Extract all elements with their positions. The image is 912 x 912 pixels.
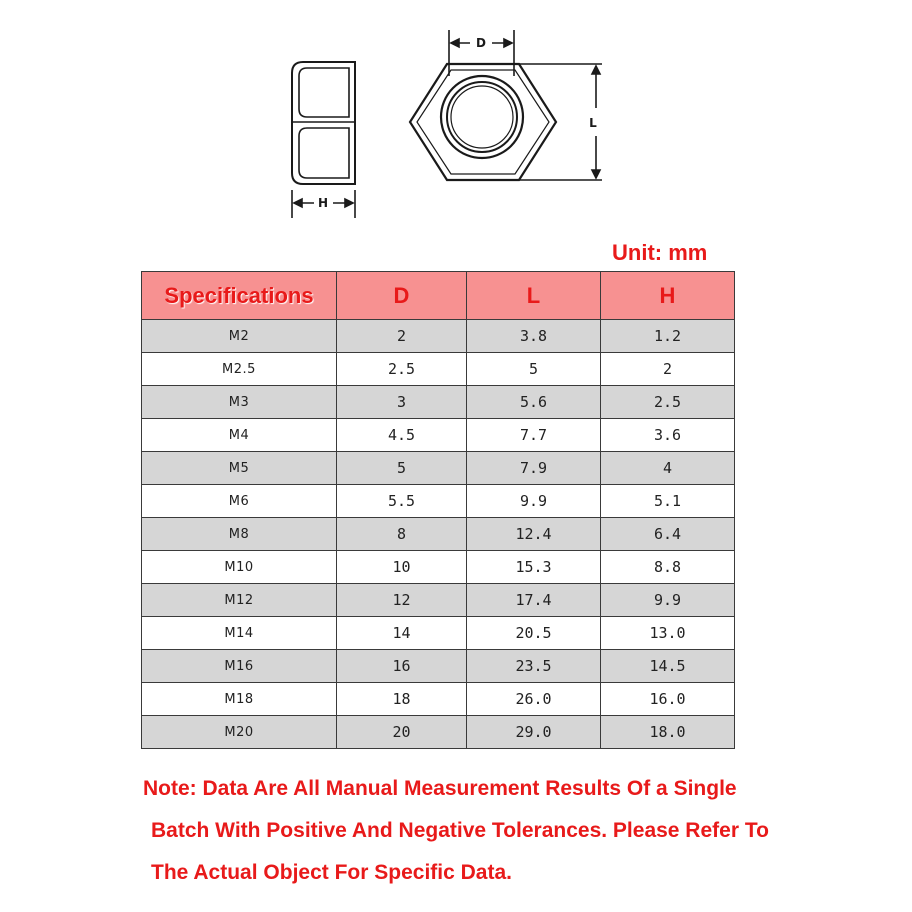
table-row (142, 518, 735, 551)
cell-d: 8 (337, 518, 467, 551)
cell-h: 9.9 (601, 584, 735, 617)
cell-h: 8.8 (601, 551, 735, 584)
header-l: L (467, 272, 601, 320)
hex-nut-drawing (0, 0, 912, 240)
cell-h: 5.1 (601, 485, 735, 518)
header-specifications: Specifications (142, 272, 337, 320)
cell-h: 2.5 (601, 386, 735, 419)
table-row (142, 650, 735, 683)
cell-spec: M5 (142, 452, 337, 485)
cell-h: 4 (601, 452, 735, 485)
cell-d: 4.5 (337, 419, 467, 452)
note-line-3: The Actual Object For Specific Data. (151, 861, 512, 884)
note-line-2: Batch With Positive And Negative Tolerances. Please Refer To (151, 819, 769, 842)
note-line-1: Note: Data Are All Manual Measurement Results Of a Single (143, 777, 737, 800)
cell-l: 23.5 (467, 650, 601, 683)
cell-d: 2.5 (337, 353, 467, 386)
cell-h: 14.5 (601, 650, 735, 683)
cell-spec: M18 (142, 683, 337, 716)
cell-h: 16.0 (601, 683, 735, 716)
nut-side-view (292, 62, 355, 184)
cell-d: 18 (337, 683, 467, 716)
cell-d: 12 (337, 584, 467, 617)
cell-l: 12.4 (467, 518, 601, 551)
cell-spec: M2 (142, 320, 337, 353)
cell-spec: M6 (142, 485, 337, 518)
table-row (142, 485, 735, 518)
cell-h: 1.2 (601, 320, 735, 353)
table-row (142, 419, 735, 452)
cell-l: 26.0 (467, 683, 601, 716)
cell-d: 10 (337, 551, 467, 584)
cell-l: 5 (467, 353, 601, 386)
cell-l: 15.3 (467, 551, 601, 584)
cell-d: 14 (337, 617, 467, 650)
table-header-row (142, 272, 735, 320)
cell-spec: M14 (142, 617, 337, 650)
spec-table (141, 271, 735, 749)
cell-d: 5.5 (337, 485, 467, 518)
cell-l: 29.0 (467, 716, 601, 749)
cell-spec: M4 (142, 419, 337, 452)
cell-spec: M3 (142, 386, 337, 419)
cell-d: 16 (337, 650, 467, 683)
cell-h: 2 (601, 353, 735, 386)
unit-label: Unit: mm (612, 240, 708, 265)
measurement-note (143, 768, 903, 894)
cell-spec: M20 (142, 716, 337, 749)
table-row (142, 452, 735, 485)
cell-l: 3.8 (467, 320, 601, 353)
nut-front-view (410, 64, 556, 180)
cell-h: 13.0 (601, 617, 735, 650)
table-row (142, 617, 735, 650)
cell-l: 9.9 (467, 485, 601, 518)
cell-spec: M2.5 (142, 353, 337, 386)
cell-l: 17.4 (467, 584, 601, 617)
cell-h: 18.0 (601, 716, 735, 749)
table-row (142, 683, 735, 716)
header-h: H (601, 272, 735, 320)
table-row (142, 716, 735, 749)
label-d: D (476, 36, 486, 50)
cell-spec: M10 (142, 551, 337, 584)
header-d: D (337, 272, 467, 320)
cell-l: 7.9 (467, 452, 601, 485)
cell-l: 20.5 (467, 617, 601, 650)
table-row (142, 320, 735, 353)
cell-d: 20 (337, 716, 467, 749)
table-row (142, 353, 735, 386)
label-h: H (317, 196, 329, 210)
cell-d: 3 (337, 386, 467, 419)
table-row (142, 551, 735, 584)
cell-l: 7.7 (467, 419, 601, 452)
cell-h: 6.4 (601, 518, 735, 551)
cell-h: 3.6 (601, 419, 735, 452)
cell-d: 2 (337, 320, 467, 353)
cell-d: 5 (337, 452, 467, 485)
cell-spec: M8 (142, 518, 337, 551)
table-row (142, 584, 735, 617)
cell-spec: M12 (142, 584, 337, 617)
cell-spec: M16 (142, 650, 337, 683)
table-row (142, 386, 735, 419)
label-l: L (589, 116, 597, 130)
cell-l: 5.6 (467, 386, 601, 419)
